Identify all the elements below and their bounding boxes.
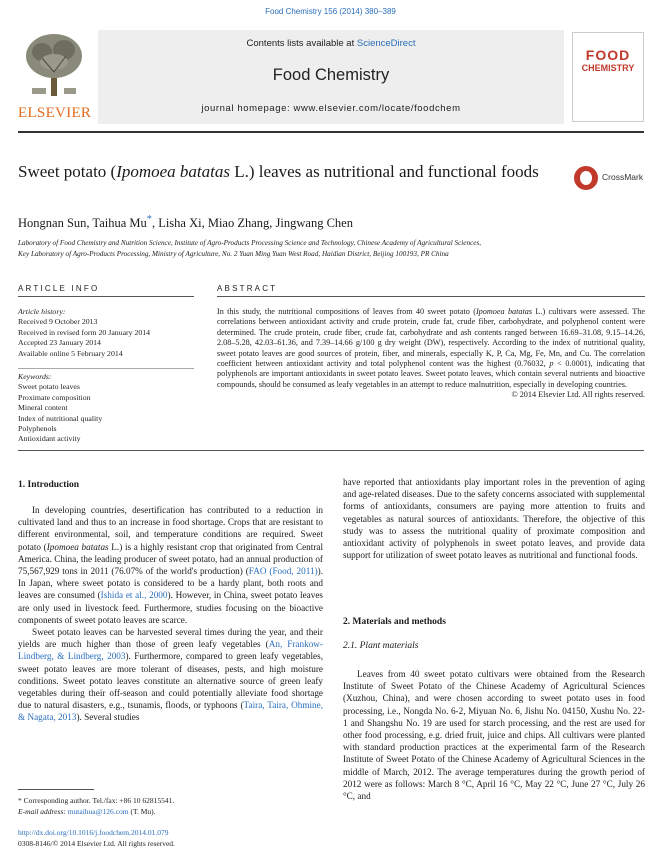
abstract-copyright: © 2014 Elsevier Ltd. All rights reserved. <box>511 390 645 400</box>
keyword-item: Sweet potato leaves <box>18 382 80 392</box>
intro-p1-text-d: ). However, in China, sweet potato leaves are only used in livestock feed. Furthermore, studies focusing on the bioactive components of sweet potato leaves are scarce. <box>18 590 324 625</box>
cover-title-line1: FOOD <box>585 47 631 63</box>
cover-title-line2: CHEMISTRY <box>581 63 635 73</box>
footnote-divider <box>18 789 94 790</box>
keywords <box>18 372 194 445</box>
history-label: Article history: <box>18 307 66 316</box>
intro-heading: 1. Introduction <box>18 480 80 490</box>
abstract-heading: ABSTRACT <box>217 284 278 293</box>
affiliation-line-1: Laboratory of Food Chemistry and Nutrition Science, Institute of Agro-Products Processing Science and Technology, Chinese Academy of Agricultural Sciences, <box>18 239 482 247</box>
author-list <box>18 214 353 231</box>
citation-link[interactable]: Taira, Taira, Ohmine, & Nagata, 2013 <box>18 700 323 723</box>
keyword-item: Antioxidant activity <box>18 434 81 444</box>
intro-paragraph-2 <box>18 626 323 724</box>
keyword-item: Mineral content <box>18 403 68 413</box>
abstract-text <box>217 307 645 401</box>
history-revised: Received in revised form 20 January 2014 <box>18 327 151 337</box>
email-suffix: (T. Mu). <box>128 807 156 816</box>
citation-link[interactable]: An, Frankow-Lindberg, & Lindberg, 2003 <box>18 639 323 662</box>
email-note <box>18 807 156 817</box>
article-history <box>18 307 194 359</box>
affiliation <box>18 238 644 260</box>
journal-header <box>18 30 644 124</box>
corresponding-author-note: * Corresponding author. Tel./fax: +86 10 62815541. <box>18 796 175 805</box>
abstract-p-symbol: p <box>549 359 554 369</box>
authors-text-1[interactable]: Hongnan Sun, Taihua Mu <box>18 216 147 231</box>
citation-link[interactable]: Ishida et al., 2000 <box>100 590 168 601</box>
methods-column <box>343 668 645 802</box>
abstract-seg-3: < 0.0001), indicating that polyphenols are important antioxidants in sweet potato leaves. Sweet potato leaves, which contain several nutrients and bioactive compounds, should be consumed as leafy vegetables in an attempt to reduce malnutrition, especially in developing countries. <box>217 359 645 389</box>
intro-p2-text-a: Sweet potato leaves can be harvested several times during the year, and their yields are much higher than those of green leafy vegetables ( <box>18 627 323 650</box>
article-title <box>18 161 558 182</box>
keywords-divider <box>18 368 194 369</box>
affiliation-line-2: Key Laboratory of Agro-Products Processing, Ministry of Agriculture, No. 2 Yuan Ming Yuan West Road, Haidian District, Beijing 100193, PR China <box>18 250 449 258</box>
crossmark-label: CrossMark <box>602 172 644 182</box>
doi-link[interactable] <box>18 828 168 838</box>
abstract-seg-1: In this study, the nutritional compositions of leaves from 40 sweet potato ( <box>217 307 476 316</box>
journal-name: Food Chemistry <box>272 66 390 84</box>
title-text-1: Sweet potato ( <box>18 162 117 181</box>
journal-cover[interactable] <box>572 32 644 122</box>
plant-materials-heading: 2.1. Plant materials <box>343 641 419 651</box>
crossmark-icon <box>574 166 598 190</box>
corresponding-author-marker[interactable]: * <box>146 214 152 225</box>
journal-banner <box>98 30 564 124</box>
history-accepted: Accepted 23 January 2014 <box>18 338 101 348</box>
intro-p1-species: Ipomoea batatas <box>46 541 109 552</box>
email-link[interactable]: mutaihua@126.com <box>67 807 129 816</box>
intro-column-right <box>343 476 645 561</box>
title-species: Ipomoea batatas <box>116 162 230 181</box>
journal-citation[interactable]: Food Chemistry 156 (2014) 380–389 <box>265 7 396 16</box>
sciencedirect-link[interactable]: ScienceDirect <box>356 38 416 49</box>
intro-p1-text-c: ). In Japan, where sweet potato is considered to be a hardy plant, both roots and leaves are consumed ( <box>18 566 323 601</box>
contents-line <box>98 38 564 49</box>
intro-p2-text-b: ). Furthermore, compared to green leafy vegetables, sweet potato leaves are more tolerant of diseases, pests, and high moisture conditions. Sweet potato leaves constitute an alternative source of green leafy vegetables during their off-season and could potentially alleviate food shortage due to natural disasters, e.g., tsunamis, floods, or typhoons ( <box>18 651 323 711</box>
issn-copyright: 0308-8146/© 2014 Elsevier Ltd. All rights reserved. <box>18 839 175 848</box>
abstract-species: Ipomoea batatas <box>475 307 533 316</box>
doi-text[interactable]: http://dx.doi.org/10.1016/j.foodchem.2014.01.079 <box>18 828 169 837</box>
methods-paragraph-1: Leaves from 40 sweet potato cultivars were obtained from the Research Institute of Sweet Potato of the Chinese Academy of Agricultural Sciences (Xuzhou, China), and were chosen according to sweet potato uses in food processing, i.e., Nongda No. 6-2, Miyuan No. 6, Jishu No. 04150, Xushu No. 22-1 and Shangshu No. 19 are used for starch processing, and the rest are used for other food processing, e.g. dried fruit, juice and chips. All cultivars were planted with standard production practices at the experimental farm of the Research Institute of Sweet Potato of the Chinese Academy of Agricultural Sciences in the middle of March, 2012. The average temperatures during the growth period of 2012 were as follows: March 8 °C, April 16 °C, May 22 °C, June 27 °C, July 26 °C, and <box>343 669 645 802</box>
intro-paragraph-1 <box>18 504 323 626</box>
intro-p1-text-b: L.) is a highly resistant crop that originated from Central America. China, the leading producer of sweet potato, had an annual production of 75,567,929 tons in 2011 (76.07% of the world's production) ( <box>18 541 323 577</box>
title-text-2: L.) leaves as nutritional and functional foods <box>230 162 539 181</box>
history-online: Available online 5 February 2014 <box>18 348 123 358</box>
intro-column-left <box>18 504 323 724</box>
keyword-item: Index of nutritional quality <box>18 413 103 423</box>
keyword-item: Polyphenols <box>18 424 57 434</box>
keyword-item: Proximate composition <box>18 392 91 402</box>
publisher-name: ELSEVIER <box>18 105 92 121</box>
email-label: E-mail address: <box>18 807 68 816</box>
citation-link[interactable]: FAO (Food, 2011) <box>248 566 318 577</box>
methods-heading: 2. Materials and methods <box>343 617 446 627</box>
journal-homepage[interactable]: journal homepage: www.elsevier.com/locate/foodchem <box>201 103 461 114</box>
history-received: Received 9 October 2013 <box>18 317 98 327</box>
elsevier-logo[interactable] <box>18 30 90 122</box>
crossmark-button[interactable] <box>574 166 649 192</box>
authors-text-2[interactable]: , Lisha Xi, Miao Zhang, Jingwang Chen <box>151 216 353 231</box>
abstract-rule <box>217 296 645 297</box>
header-divider <box>18 131 644 133</box>
abstract-bottom-rule <box>18 450 644 451</box>
keywords-label: Keywords: <box>18 372 52 381</box>
tree-icon <box>22 32 86 98</box>
intro-paragraph-continued: have reported that antioxidants play important roles in the prevention of aging and age-related diseases. Due to the safety concerns associated with supplemental forms of antioxidants, consumers are paying more attention to fruits and vegetables as natural sources of antioxidants. Therefore, the objective of this study was to assess the nutritional quality of proximate composition and antioxidant activity of polyphenols in sweet potato leaves, and provide data support for utilization of sweet potato leaves as nutritional and functional foods. <box>343 477 645 561</box>
intro-p2-text-c: ). Several studies <box>76 712 140 723</box>
contents-prefix: Contents lists available at <box>246 38 357 49</box>
article-info-rule <box>18 296 194 297</box>
abstract-seg-2: L.) cultivars were assessed. The correlations between antioxidant activity and crude protein, crude fat, crude fiber, carbohydrate, and polyphenol content were determined. The crude protein, crude fiber, crude fat, carbohydrate and ash contents ranged between 16.69–31.08, 9.15–14.26, 2.08–5.28, 42.03–61.36, and 7.39–14.66 g/100 g dry weight (DW), respectively. According to the index of nutritional quality, sweet potato leaves are good sources of protein, fiber, and minerals, especially K, P, Ca, Mg, Fe, Mn, and Cu. The correlation coefficient between antioxidant activity and total polyphenol content was the highest (0.76032, <box>217 307 645 369</box>
intro-p1-text-a: In developing countries, desertification has contributed to a reduction in cultivated land and thus to an increase in food shortage. Crops that are resistant to different environmental, soil, and temperature conditions are required. Sweet potato ( <box>18 505 323 552</box>
article-info-heading: ARTICLE INFO <box>18 284 100 293</box>
